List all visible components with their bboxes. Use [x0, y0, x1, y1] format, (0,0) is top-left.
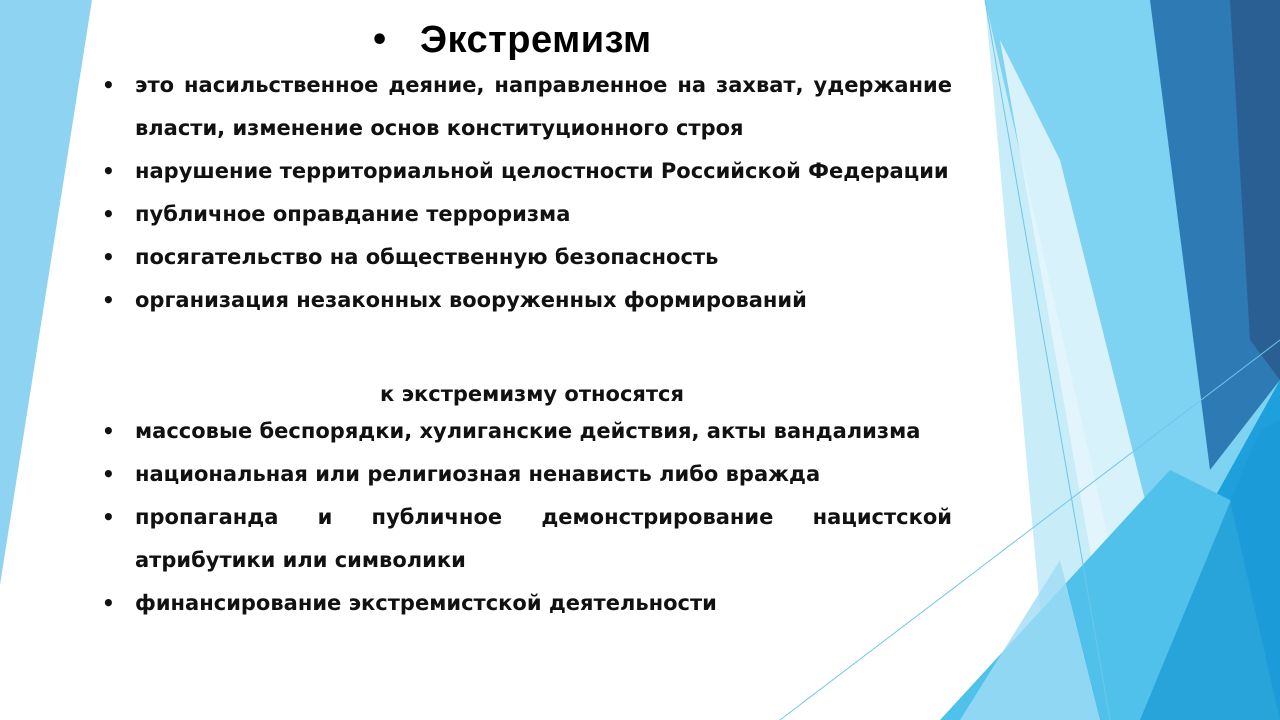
title-bullet: • [370, 22, 390, 58]
list-item-text: финансирование экстремистской деятельности [135, 591, 717, 615]
bullet-dot: • [102, 73, 115, 97]
list-item-text: это насильственное деяние, направленное на захват, удержание власти, изменение основ конституционного строя [135, 73, 952, 140]
list-item-text: массовые беспорядки, хулиганские действия, акты вандализма [135, 419, 921, 443]
list-item-text: организация незаконных вооруженных формирований [135, 288, 807, 312]
list-item [100, 410, 952, 453]
slide-title-row [370, 16, 652, 64]
list-item [100, 150, 952, 193]
list-item [100, 279, 952, 322]
list-item [100, 496, 952, 582]
bullet-dot: • [102, 505, 115, 529]
list-item-text: нарушение территориальной целостности Российской Федерации [135, 159, 949, 183]
list-item [100, 64, 952, 150]
examples-list [100, 410, 952, 625]
list-item-text: публичное оправдание терроризма [135, 202, 571, 226]
bullet-dot: • [102, 202, 115, 226]
list-item-text: посягательство на общественную безопасность [135, 245, 719, 269]
list-item [100, 236, 952, 279]
bullet-dot: • [102, 288, 115, 312]
bullet-dot: • [102, 462, 115, 486]
bullet-dot: • [102, 591, 115, 615]
definition-list [100, 64, 952, 322]
list-item [100, 453, 952, 496]
bullet-dot: • [102, 159, 115, 183]
list-item-text: национальная или религиозная ненависть либо вражда [135, 462, 821, 486]
slide-title: Экстремизм [420, 18, 652, 61]
section-subtitle: к экстремизму относятся [380, 382, 684, 406]
list-item [100, 193, 952, 236]
list-item-text: пропаганда и публичное демонстрирование нацистской атрибутики или символики [135, 505, 952, 572]
bullet-dot: • [102, 245, 115, 269]
bullet-dot: • [102, 419, 115, 443]
list-item [100, 582, 952, 625]
